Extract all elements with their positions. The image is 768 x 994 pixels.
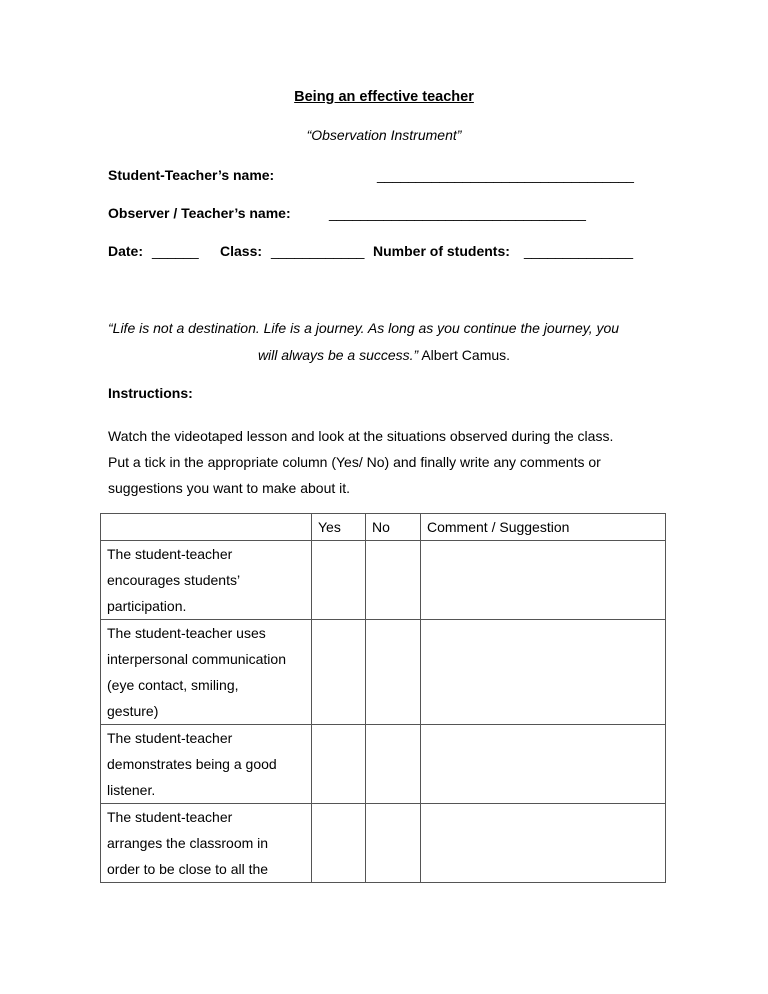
observation-table [100,513,666,883]
criterion-line: order to be close to all the [107,861,269,877]
no-cell[interactable] [366,725,421,804]
students-label: Number of students: [373,243,510,259]
no-cell[interactable] [366,620,421,725]
criterion-line: participation. [107,598,187,614]
instructions-heading: Instructions: [108,385,193,401]
header-comment: Comment / Suggestion [421,514,666,541]
instructions-line: suggestions you want to make about it. [108,480,351,496]
table-row [101,804,666,883]
criterion-line: demonstrates being a good [107,756,277,772]
instructions-line: Watch the videotaped lesson and look at the situations observed during the class. [108,428,614,444]
class-line[interactable]: ____________ [271,243,365,259]
comment-cell[interactable] [421,725,666,804]
criterion-cell [101,620,312,725]
date-label: Date: [108,243,144,259]
quote-line-2 [0,347,768,363]
table-row [101,541,666,620]
criterion-cell [101,804,312,883]
yes-cell[interactable] [312,620,366,725]
document-subtitle: “Observation Instrument” [306,127,462,143]
yes-cell[interactable] [312,725,366,804]
table-header-row [101,514,666,541]
header-criterion [101,514,312,541]
criterion-line: gesture) [107,703,159,719]
criterion-cell [101,725,312,804]
instructions-line: Put a tick in the appropriate column (Yes/ No) and finally write any comments or [108,454,601,470]
criterion-cell [101,541,312,620]
student-teacher-label: Student-Teacher’s name: [108,167,275,183]
table-row [101,620,666,725]
comment-cell[interactable] [421,620,666,725]
criterion-line: interpersonal communication [107,651,286,667]
observer-name-line[interactable]: _________________________________ [329,205,586,221]
class-label: Class: [220,243,263,259]
header-no: No [366,514,421,541]
student-teacher-name-line[interactable]: _________________________________ [377,167,634,183]
observer-label: Observer / Teacher’s name: [108,205,291,221]
criterion-line: (eye contact, smiling, [107,677,239,693]
comment-cell[interactable] [421,541,666,620]
criterion-line: The student-teacher [107,809,233,825]
criterion-line: The student-teacher [107,546,233,562]
criterion-line: arranges the classroom in [107,835,269,851]
criterion-line: encourages students’ [107,572,241,588]
header-yes: Yes [312,514,366,541]
comment-cell[interactable] [421,804,666,883]
quote-line-2-text: will always be a success.” [257,347,419,363]
instructions-text [108,423,668,501]
table-row [101,725,666,804]
criterion-line: The student-teacher [107,730,233,746]
yes-cell[interactable] [312,804,366,883]
quote-author: Albert Camus. [418,347,511,363]
quote-line-1: “Life is not a destination. Life is a journey. As long as you continue the journey, you [108,320,620,336]
criterion-line: listener. [107,782,156,798]
students-line[interactable]: ______________ [524,243,634,259]
yes-cell[interactable] [312,541,366,620]
date-line[interactable]: ______ [152,243,199,259]
criterion-line: The student-teacher uses [107,625,266,641]
no-cell[interactable] [366,804,421,883]
document-title: Being an effective teacher [294,89,474,105]
no-cell[interactable] [366,541,421,620]
